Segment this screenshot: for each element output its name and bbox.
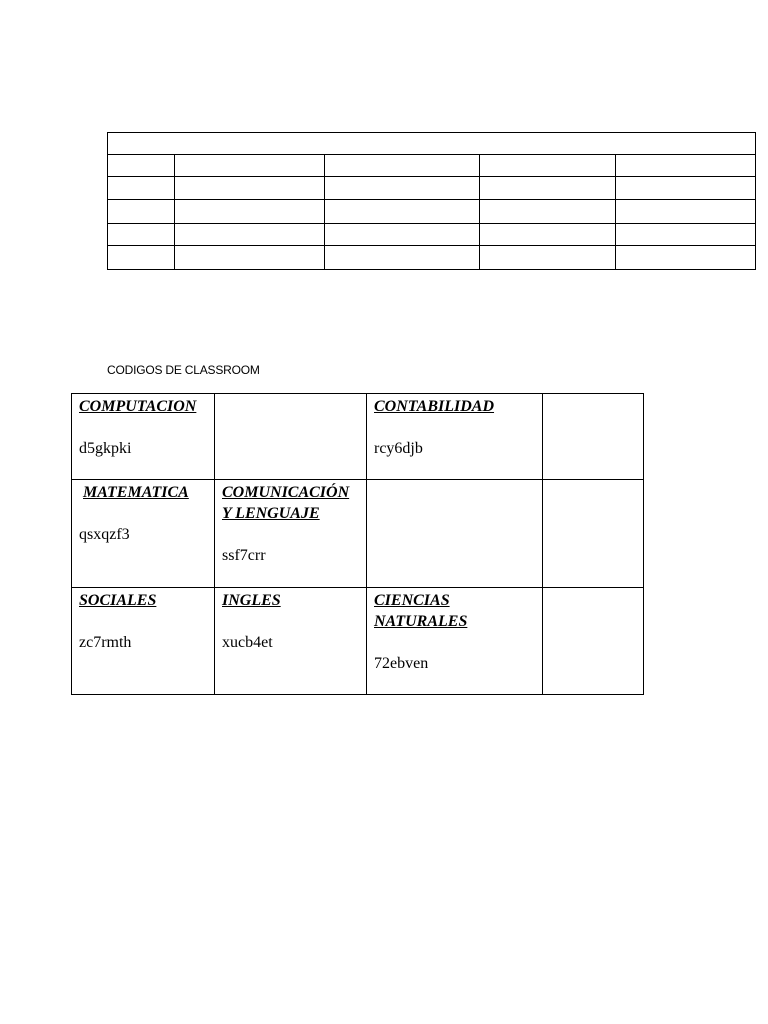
empty-cell	[215, 394, 367, 480]
code-contabilidad: rcy6djb	[374, 440, 423, 457]
empty-cell	[543, 588, 644, 695]
cell-sociales	[72, 588, 215, 695]
subject-comunicacion: COMUNICACIÓN Y LENGUAJE	[222, 484, 350, 522]
empty-cell	[108, 199, 175, 223]
cell-computacion	[72, 394, 215, 480]
empty-cell	[480, 224, 616, 245]
empty-cell	[616, 224, 756, 245]
code-sociales: zc7rmth	[79, 634, 132, 651]
empty-cell	[175, 245, 325, 269]
classroom-codes-table	[71, 393, 644, 695]
empty-cell	[108, 224, 175, 245]
cell-ingles	[215, 588, 367, 695]
code-matematica: qsxqzf3	[79, 526, 130, 543]
empty-cell	[616, 155, 756, 176]
subject-contabilidad: CONTABILIDAD	[374, 398, 495, 415]
empty-cell	[175, 224, 325, 245]
empty-cell	[108, 245, 175, 269]
empty-cell	[108, 155, 175, 176]
empty-cell	[175, 155, 325, 176]
cell-contabilidad	[367, 394, 543, 480]
empty-cell	[325, 155, 480, 176]
empty-cell	[480, 245, 616, 269]
code-ingles: xucb4et	[222, 634, 273, 651]
subject-ingles: INGLES	[222, 592, 281, 609]
subject-matematica: MATEMATICA	[83, 484, 189, 501]
empty-cell	[543, 480, 644, 588]
cell-matematica	[72, 480, 215, 588]
empty-cell	[616, 199, 756, 223]
codes-caption: CODIGOS DE CLASSROOM	[107, 363, 260, 377]
empty-cell	[543, 394, 644, 480]
subject-computacion: COMPUTACION	[79, 398, 197, 415]
code-comunicacion: ssf7crr	[222, 547, 266, 564]
empty-cell	[325, 224, 480, 245]
subject-sociales: SOCIALES	[79, 592, 157, 609]
empty-cell	[325, 245, 480, 269]
empty-cell	[616, 245, 756, 269]
empty-cell	[480, 199, 616, 223]
empty-cell	[367, 480, 543, 588]
cell-comunicacion	[215, 480, 367, 588]
empty-cell	[108, 176, 175, 199]
empty-cell	[325, 199, 480, 223]
empty-header-cell	[108, 133, 756, 155]
empty-cell	[480, 176, 616, 199]
code-ciencias: 72ebven	[374, 655, 429, 672]
empty-cell	[175, 199, 325, 223]
empty-cell	[616, 176, 756, 199]
empty-grid-table	[107, 132, 756, 270]
subject-ciencias: CIENCIAS NATURALES	[374, 592, 468, 630]
empty-cell	[325, 176, 480, 199]
code-computacion: d5gkpki	[79, 440, 132, 457]
cell-ciencias	[367, 588, 543, 695]
empty-cell	[175, 176, 325, 199]
empty-cell	[480, 155, 616, 176]
